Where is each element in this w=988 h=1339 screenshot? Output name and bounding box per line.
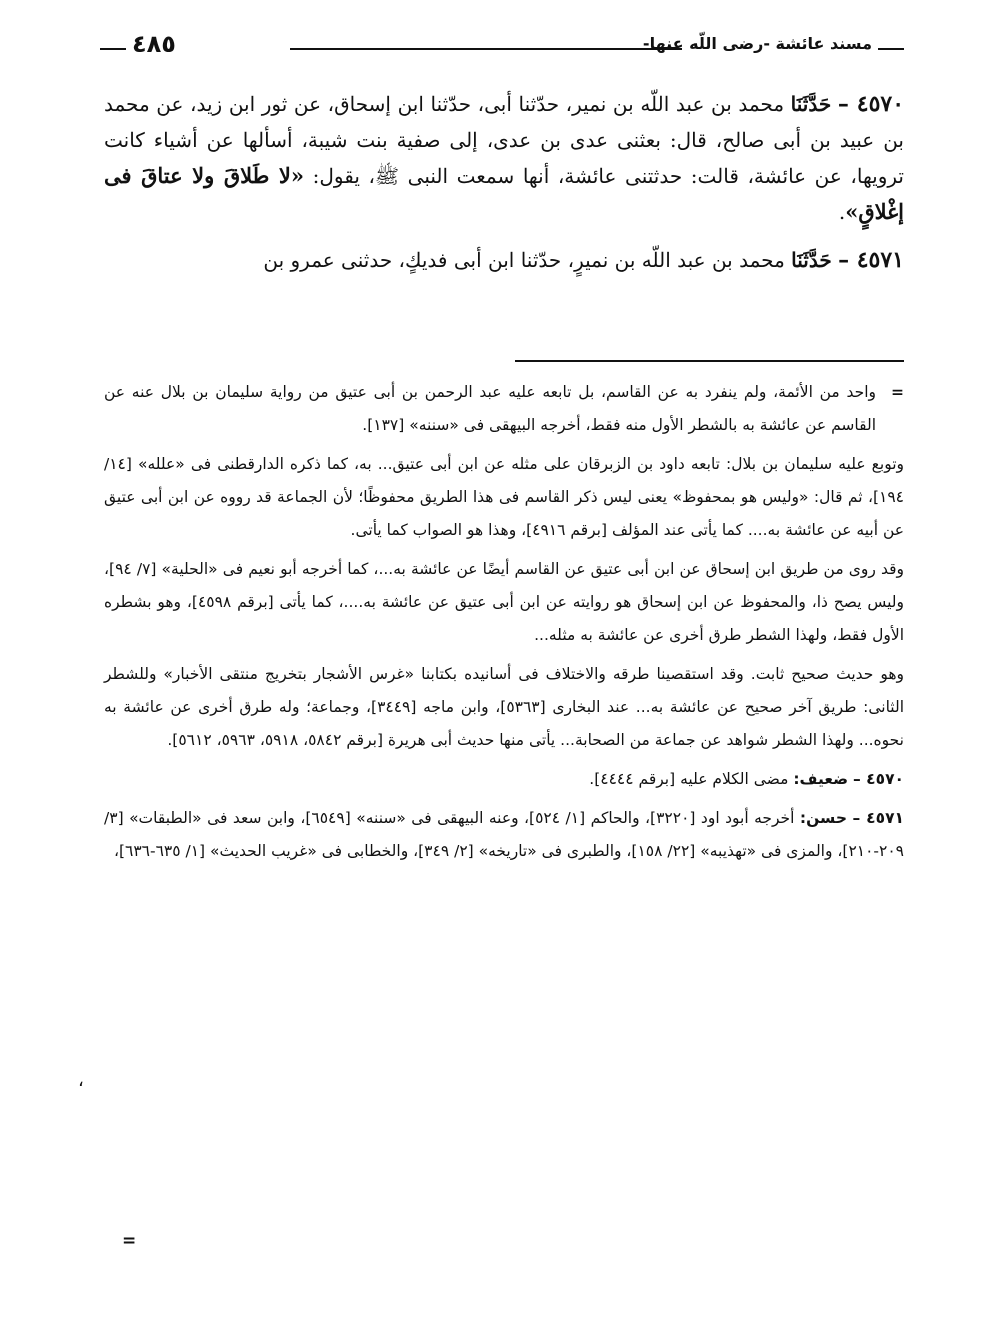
grading-text: أخرجه أبود اود [٣٢٢٠]، والحاكم [١/ ٥٢٤]، وعنه البيهقى فى «سننه» [٦٥٤٩]، وابن سعد فى «الطبقات» [٣/ ٢٠٩-٢١٠]، والمزى فى «تهذيبه» [٢٢/ ١٥٨]، والطبرى فى «تاريخه» [٢/ ٣٤٩]، والخطابى فى «غريب الحديث» [١/ ٦٣٥-٦٣٦]،	[104, 809, 904, 860]
hadith-number: ٤٥٧٠ –	[837, 91, 905, 117]
footnote-paragraph	[104, 658, 904, 757]
grading-number: ٤٥٧٠ –	[853, 770, 904, 788]
running-header	[100, 32, 904, 62]
footnote-text: وتوبع عليه سليمان بن بلال: تابعه داود بن الزبرقان على مثله عن ابن أبى عتيق... به، كما ذكره الدارقطنى فى «علله» [١٤/ ١٩٤]، ثم قال: «وليس هو بمحفوظ» يعنى ليس ذكر القاسم فى هذا الطريق محفوظًا؛ لأن الجماعة قد رووه عن ابن أبى عتيق عن أبيه عن عائشة به.... كما يأتى عند المؤلف [برقم ٤٩١٦]، وهذا هو الصواب كما يأتى.	[104, 455, 904, 539]
grading-note-4571	[104, 802, 904, 868]
hadith-matn: «لا طَلاقَ ولا عتاقَ فى إغْلاقٍ»	[104, 163, 904, 224]
footnote-paragraph	[104, 553, 904, 652]
footnote-separator	[515, 360, 904, 362]
footnote-paragraph	[104, 376, 904, 442]
hadith-lead: حَدَّثَنَا	[790, 92, 832, 116]
hadith-4571	[104, 242, 904, 278]
grading-label: حسن:	[799, 809, 847, 827]
footnote-text: وقد روى من طريق ابن إسحاق عن ابن أبى عتيق عن القاسم أيضًا عن عائشة به...، كما أخرجه أبو نعيم فى «الحلية» [٧/ ٩٤]، وليس يصح ذا، والمحفوظ عن ابن إسحاق هو روايته عن ابن أبى عتيق عن عائشة به....، كما يأتى [برقم ٤٥٩٨]، وهو بشطره الأول فقط، ولهذا الشطر طرق أخرى عن عائشة به مثله...	[104, 560, 905, 644]
header-rule	[290, 48, 682, 50]
header-rule-right	[878, 48, 904, 50]
footnotes	[104, 376, 904, 874]
grading-label: ضعيف:	[793, 770, 849, 788]
hadith-isnad: محمد بن عبد اللّه بن نمير، حدّثنا أبى، حدّثنا ابن إسحاق، عن ثور ابن زيد، عن محمد بن عبيد بن أبى صالح، قال: بعثنى عدى بن عدى، إلى صفية بنت شيبة، أسألها عن أشياء كانت ترويها، عن عائشة، قالت: حدثتنى عائشة، أنها سمعت النبى ﷺ، يقول:	[104, 92, 905, 188]
grading-number: ٤٥٧١ –	[852, 809, 904, 827]
grading-note-4570	[104, 763, 904, 796]
grading-text: مضى الكلام عليه [برقم ٤٤٤٤].	[589, 770, 789, 788]
hadith-4570	[104, 86, 904, 230]
footnote-text: واحد من الأئمة، ولم ينفرد به عن القاسم، بل تابعه عليه عبد الرحمن بن أبى عتيق من رواية سليمان بن بلال عنه عن القاسم عن عائشة به بالشطر الأول منه فقط، أخرجه البيهقى فى «سننه» [١٣٧].	[104, 383, 876, 434]
hadith-number: ٤٥٧١ –	[838, 247, 904, 273]
hadith-end: .	[838, 200, 846, 224]
continuation-mark: =	[891, 383, 904, 401]
main-text	[104, 86, 904, 290]
page-number: ٤٨٥	[132, 30, 176, 58]
continuation-end-mark: =	[122, 1231, 137, 1251]
header-title: مسند عائشة -رضى اللّه عنها-	[642, 34, 872, 53]
hadith-lead: حَدَّثَنَا	[791, 248, 832, 272]
hadith-isnad: محمد بن عبد اللّه بن نميرٍ، حدّثنا ابن أبى فديكٍ، حدثنى عمرو بن	[263, 248, 785, 272]
header-rule-left	[100, 48, 126, 50]
footnote-text: وهو حديث صحيح ثابت. وقد استقصينا طرقه والاختلاف فى أسانيده بكتابنا «غرس الأشجار بتخريج منتقى الأخبار» وللشطر الثانى: طريق آخر صحيح عن عائشة به... عند البخارى [٥٣٦٣]، وابن ماجه [٣٤٤٩]، وجماعة؛ وله طرق أخرى عن عائشة به نحوه... ولهذا الشطر شواهد عن جماعة من الصحابة... يأتى منها حديث أبى هريرة [برقم ٥٨٤٢، ٥٩١٨، ٥٩٦٣، ٥٦١٢].	[104, 665, 905, 749]
footnote-paragraph	[104, 448, 904, 547]
margin-mark: ،	[78, 1070, 84, 1091]
